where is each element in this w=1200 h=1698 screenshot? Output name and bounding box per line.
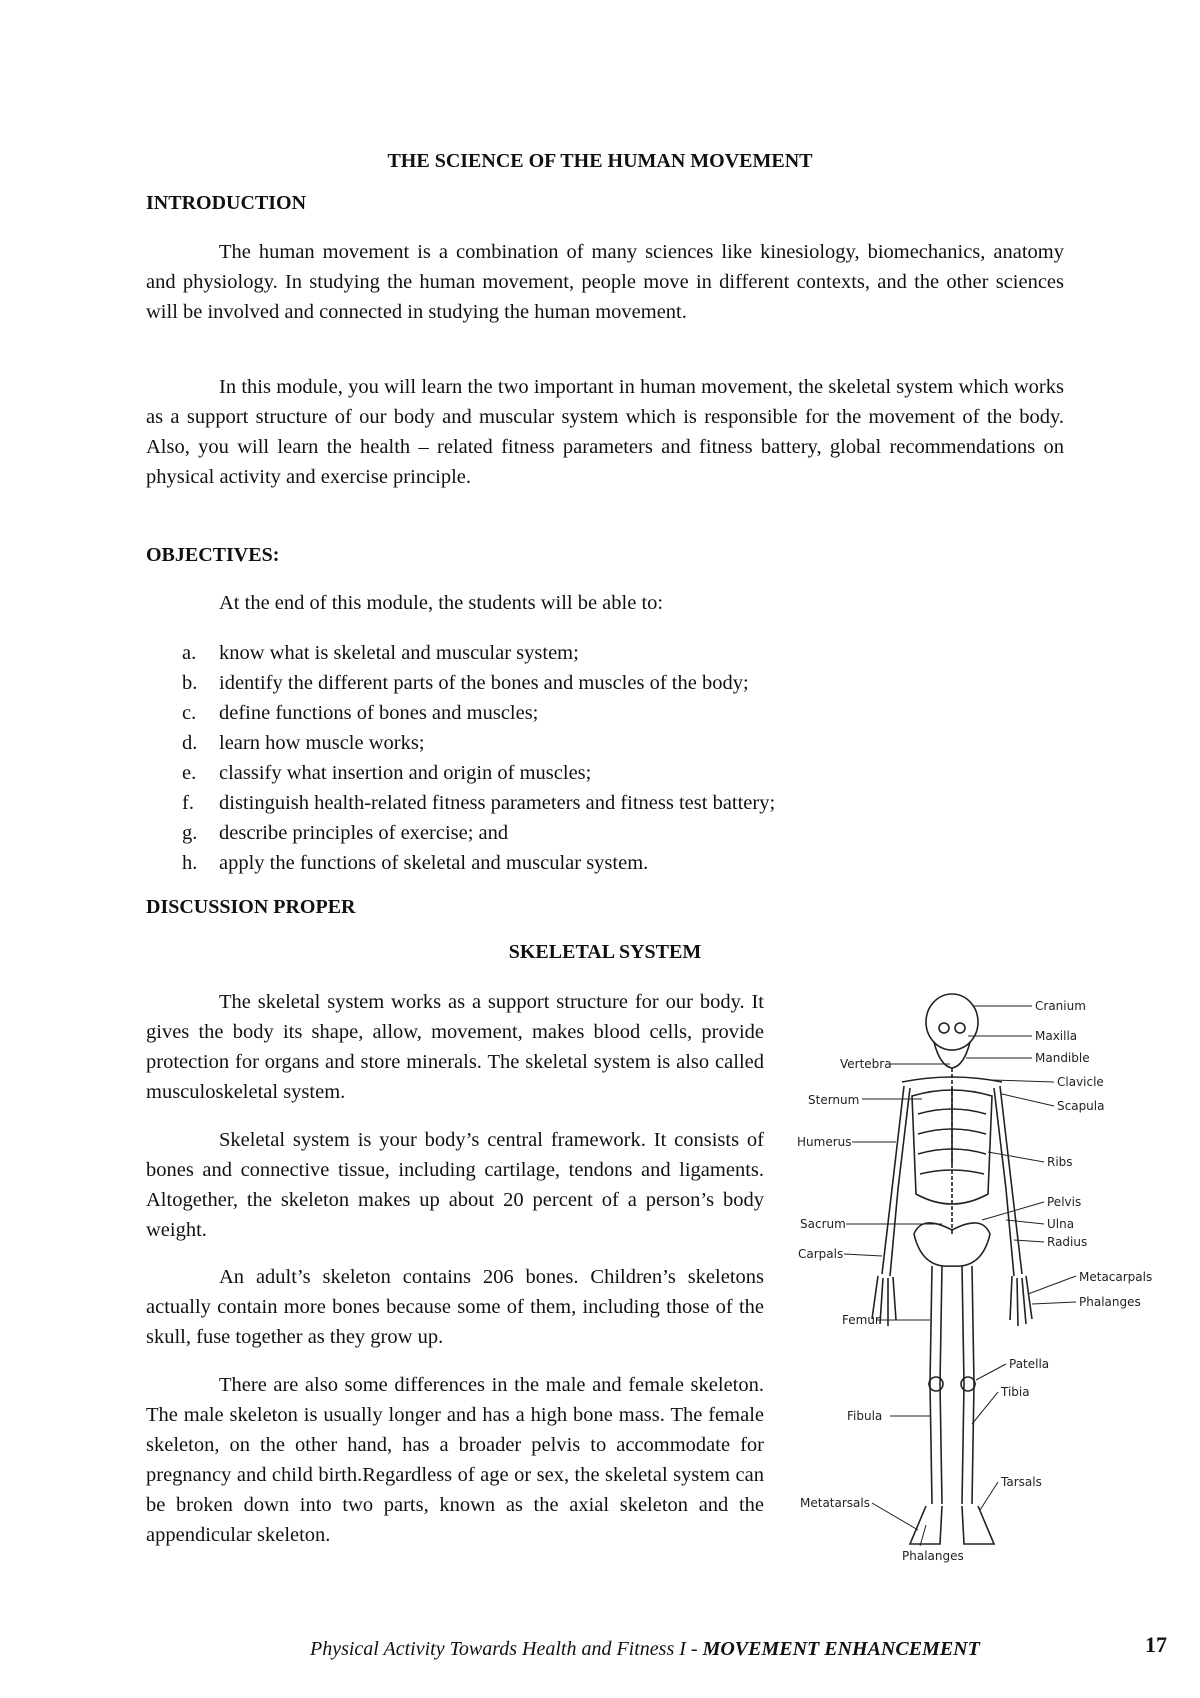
- label-radius: Radius: [1047, 1235, 1088, 1249]
- skeleton-illustration: [792, 984, 1172, 1584]
- right-leg-shape: [962, 1266, 964, 1504]
- discussion-heading: DISCUSSION PROPER: [146, 896, 356, 918]
- skull-shape: [926, 994, 978, 1050]
- skeletal-system-heading: SKELETAL SYSTEM: [508, 941, 702, 963]
- page-number: 17: [1145, 1632, 1167, 1657]
- label-patella: Patella: [1009, 1357, 1050, 1371]
- label-maxilla: Maxilla: [1035, 1029, 1078, 1043]
- label-cranium: Cranium: [1035, 999, 1086, 1013]
- right-hand-shape: [1010, 1276, 1032, 1326]
- list-item: g. describe principles of exercise; and: [182, 822, 509, 844]
- list-item: e. classify what insertion and origin of muscles;: [182, 762, 592, 784]
- label-tibia: Tibia: [1001, 1385, 1030, 1399]
- label-scapula: Scapula: [1057, 1099, 1105, 1113]
- list-item: c. define functions of bones and muscles;: [182, 702, 539, 724]
- label-ulna: Ulna: [1047, 1217, 1075, 1231]
- label-carpals: Carpals: [798, 1247, 844, 1261]
- label-femur: Femur: [842, 1313, 880, 1327]
- intro-paragraph-1: The human movement is a combination of many sciences like kinesiology, biomechanics, anatomy and physiology. In studying the human movement, people move in different contexts, and the other sciences will be involved and connected in studying the human movement.: [146, 241, 1064, 323]
- pelvis-shape: [914, 1223, 990, 1266]
- skeletal-paragraph-1: The skeletal system works as a support structure for our body. It gives the body its shape, allow, movement, makes blood cells, provide protection for organs and store minerals. The skeletal system is also called musculoskeletal system.: [146, 991, 764, 1103]
- label-phalanges-foot: Phalanges: [902, 1549, 964, 1563]
- skeletal-paragraph-3: An adult’s skeleton contains 206 bones. Children’s skeletons actually contain more bones because some of them, including those of the skull, fuse together as they grow up.: [146, 1266, 764, 1348]
- objectives-lead: At the end of this module, the students will be able to:: [219, 592, 664, 614]
- label-ribs: Ribs: [1047, 1155, 1073, 1169]
- label-mandible: Mandible: [1035, 1051, 1090, 1065]
- introduction-heading: INTRODUCTION: [146, 192, 307, 214]
- label-tarsals: Tarsals: [1001, 1475, 1042, 1489]
- left-leg-shape: [930, 1266, 932, 1504]
- label-phalanges-hand: Phalanges: [1079, 1295, 1141, 1309]
- skeletal-paragraph-2: Skeletal system is your body’s central framework. It consists of bones and connective tissue, including cartilage, tendons and ligaments. Altogether, the skeleton makes up about 20 percent of a person’s body weight.: [146, 1129, 764, 1241]
- label-metatarsals: Metatarsals: [800, 1496, 870, 1510]
- list-item: b. identify the different parts of the bones and muscles of the body;: [182, 672, 749, 694]
- list-item: d. learn how muscle works;: [182, 732, 425, 754]
- page-title: THE SCIENCE OF THE HUMAN MOVEMENT: [387, 150, 813, 172]
- objectives-list: [146, 638, 1064, 878]
- label-clavicle: Clavicle: [1057, 1075, 1104, 1089]
- footer-course-title: Physical Activity Towards Health and Fitness I -: [310, 1638, 703, 1660]
- objectives-heading: OBJECTIVES:: [146, 544, 280, 566]
- label-pelvis: Pelvis: [1047, 1195, 1082, 1209]
- label-sternum: Sternum: [808, 1093, 860, 1107]
- skeleton-diagram: [792, 984, 1172, 1584]
- list-item: a. know what is skeletal and muscular system;: [182, 642, 579, 664]
- right-foot-shape: [962, 1506, 994, 1544]
- list-item: h. apply the functions of skeletal and muscular system.: [182, 852, 649, 874]
- footer-module-title: MOVEMENT ENHANCEMENT: [702, 1638, 980, 1660]
- label-vertebra: Vertebra: [840, 1057, 892, 1071]
- intro-paragraph-2: In this module, you will learn the two important in human movement, the skeletal system which works as a support structure of our body and muscular system which is responsible for the movement of the body. Also, you will learn the health – related fitness parameters and fitness battery, global recommendations on physical activity and exercise principle.: [146, 376, 1064, 488]
- label-metacarpals: Metacarpals: [1079, 1270, 1153, 1284]
- label-humerus: Humerus: [797, 1135, 852, 1149]
- skeletal-paragraph-4: There are also some differences in the male and female skeleton. The male skeleton is usually longer and has a high bone mass. The female skeleton, on the other hand, has a broader pelvis to accommodate for pregnancy and child birth.Regardless of age or sex, the skeletal system can be broken down into two parts, known as the axial skeleton and the appendicular skeleton.: [146, 1374, 764, 1546]
- label-sacrum: Sacrum: [800, 1217, 846, 1231]
- label-fibula: Fibula: [847, 1409, 883, 1423]
- page-footer: [310, 1638, 980, 1661]
- list-item: f. distinguish health-related fitness parameters and fitness test battery;: [182, 792, 776, 814]
